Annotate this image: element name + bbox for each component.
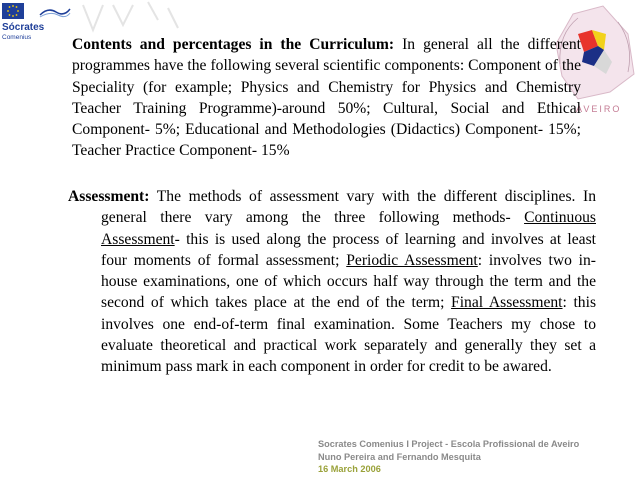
periodic-assessment-term: Periodic Assessment (346, 251, 478, 269)
final-assessment-term: Final Assessment (451, 294, 563, 312)
sponsor-subtitle: Comenius (2, 34, 32, 41)
assessment-heading: Assessment: (68, 188, 150, 205)
footer-date: 16 March 2006 (318, 464, 381, 474)
continuous-assessment-term: Continuous Assessment (101, 209, 596, 248)
assessment-text-3: : involves two in-house examinations, one of which occurs half way through the term and the second of which takes place at the end of the term; (101, 251, 596, 312)
socrates-mark-icon (38, 5, 72, 19)
footer-authors: Nuno Pereira and Fernando Mesquita (318, 451, 481, 462)
school-logo-text: AVEIRO (576, 104, 622, 114)
sponsor-logos (2, 3, 77, 48)
footer (318, 438, 579, 476)
curriculum-heading: Contents and percentages in the Curriculum: (72, 36, 395, 53)
assessment-text-2: - this is used along the process of learning and involves at least four moments of formal assessment; (101, 230, 596, 269)
footer-project: Socrates Comenius I Project - Escola Profissional de Aveiro (318, 439, 580, 449)
assessment-text-1: The methods of assessment vary with the different disciplines. In general there vary among the three following methods- (101, 188, 596, 227)
eu-flag-icon (2, 3, 24, 19)
curriculum-body: In general all the different programmes have the following several scientific components: Component of the Speciality (for example; Physics and Chemistry for Physics and Chemistry Teacher Training Programme)-around 50%; Cultural, Social and Ethical Component- 5%; Educational and Methodologies (Didactics) Component- 15%; Teacher Practice Component- 15% (72, 36, 581, 160)
sponsor-name: Sócrates (2, 22, 45, 33)
assessment-paragraph (68, 186, 596, 378)
curriculum-paragraph (72, 34, 581, 162)
assessment-text-4: : this involves one end-of-term final examination. Some Teachers my chose to evaluate theoretical and practical work separately and generally they set a minimum pass mark in each component in order for credit to be awared. (101, 294, 597, 376)
